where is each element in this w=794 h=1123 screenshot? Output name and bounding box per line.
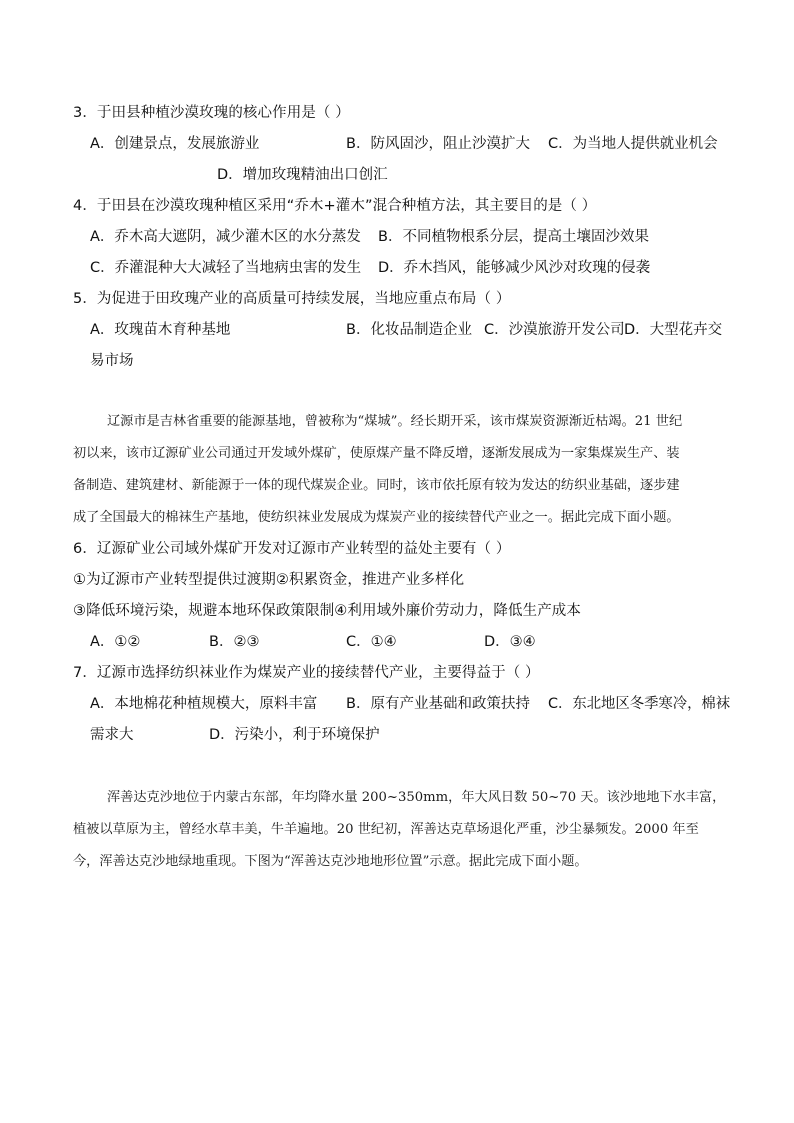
q6-option-c: C．①④ <box>346 634 397 650</box>
q3-stem: 3．于田县种植沙漠玫瑰的核心作用是（ ） <box>73 105 350 121</box>
q4-option-c: C．乔灌混种大大减轻了当地病虫害的发生 <box>90 260 362 276</box>
q4-option-a: A．乔木高大遮阴，减少灌木区的水分蒸发 <box>90 229 361 245</box>
q7-option-b: B．原有产业基础和政策扶持 <box>346 696 530 712</box>
passage2-line-4: 成了全国最大的棉袜生产基地，使纺织袜业发展成为煤炭产业的接续替代产业之一。据此完成下面小题。 <box>73 510 680 525</box>
q6-option-d: D．③④ <box>484 634 536 650</box>
q5-stem: 5．为促进于田玫瑰产业的高质量可持续发展，当地应重点布局（ ） <box>73 291 511 307</box>
q7-option-c-continued: 需求大 <box>90 727 134 743</box>
q7-option-d: D．污染小，利于环境保护 <box>209 727 380 743</box>
q5-option-d-continued: 易市场 <box>90 353 134 369</box>
q6-option-a: A．①② <box>90 634 141 650</box>
q5-option-d: D．大型花卉交 <box>624 322 723 338</box>
passage3-line-3: 今，浑善达克沙地绿地重现。下图为“浑善达克沙地地形位置”示意。据此完成下面小题。 <box>73 854 588 869</box>
q4-option-d: D．乔木挡风，能够减少风沙对玫瑰的侵袭 <box>378 260 651 276</box>
q3-option-b: B．防风固沙，阻止沙漠扩大 <box>346 136 530 152</box>
q3-option-c: C．为当地人提供就业机会 <box>548 136 718 152</box>
q6-option-b: B．②③ <box>209 634 260 650</box>
q7-option-a: A．本地棉花种植规模大，原料丰富 <box>90 696 318 712</box>
passage3-line-1: 浑善达克沙地位于内蒙古东部，年均降水量 200~350mm，年大风日数 50~70 天。该沙地地下水丰富， <box>107 790 726 805</box>
q3-option-d: D．增加玫瑰精油出口创汇 <box>217 167 388 183</box>
q4-option-b: B．不同植物根系分层，提高土壤固沙效果 <box>378 229 649 245</box>
passage3-line-2: 植被以草原为主，曾经水草丰美，牛羊遍地。20 世纪初，浑善达克草场退化严重，沙尘暴频发。2000 年至 <box>73 822 699 837</box>
q6-statements-3-4: ③降低环境污染，规避本地环保政策限制④利用域外廉价劳动力，降低生产成本 <box>73 603 581 619</box>
passage2-line-2: 初以来，该市辽源矿业公司通过开发域外煤矿，使原煤产量不降反增，逐渐发展成为一家集煤炭生产、装 <box>73 446 680 461</box>
q6-stem: 6．辽源矿业公司域外煤矿开发对辽源市产业转型的益处主要有（ ） <box>73 541 511 557</box>
q5-option-c: C．沙漠旅游开发公司 <box>484 322 625 338</box>
q7-stem: 7．辽源市选择纺织袜业作为煤炭产业的接续替代产业，主要得益于（ ） <box>73 665 540 681</box>
q5-option-b: B．化妆品制造企业 <box>346 322 472 338</box>
q5-option-a: A．玫瑰苗木育种基地 <box>90 322 231 338</box>
q4-stem: 4．于田县在沙漠玫瑰种植区采用“乔木+灌木”混合种植方法，其主要目的是（ ） <box>73 198 597 214</box>
q7-option-c: C．东北地区冬季寒冷，棉袜 <box>548 696 731 712</box>
q3-option-a: A．创建景点，发展旅游业 <box>90 136 260 152</box>
passage2-line-3: 备制造、建筑建材、新能源于一体的现代煤炭企业。同时，该市依托原有较为发达的纺织业基础，逐步建 <box>73 478 680 493</box>
q6-statements-1-2: ①为辽源市产业转型提供过渡期②积累资金，推进产业多样化 <box>73 572 465 588</box>
passage2-line-1: 辽源市是吉林省重要的能源基地，曾被称为“煤城”。经长期开采，该市煤炭资源渐近枯竭。21 世纪 <box>107 414 683 429</box>
